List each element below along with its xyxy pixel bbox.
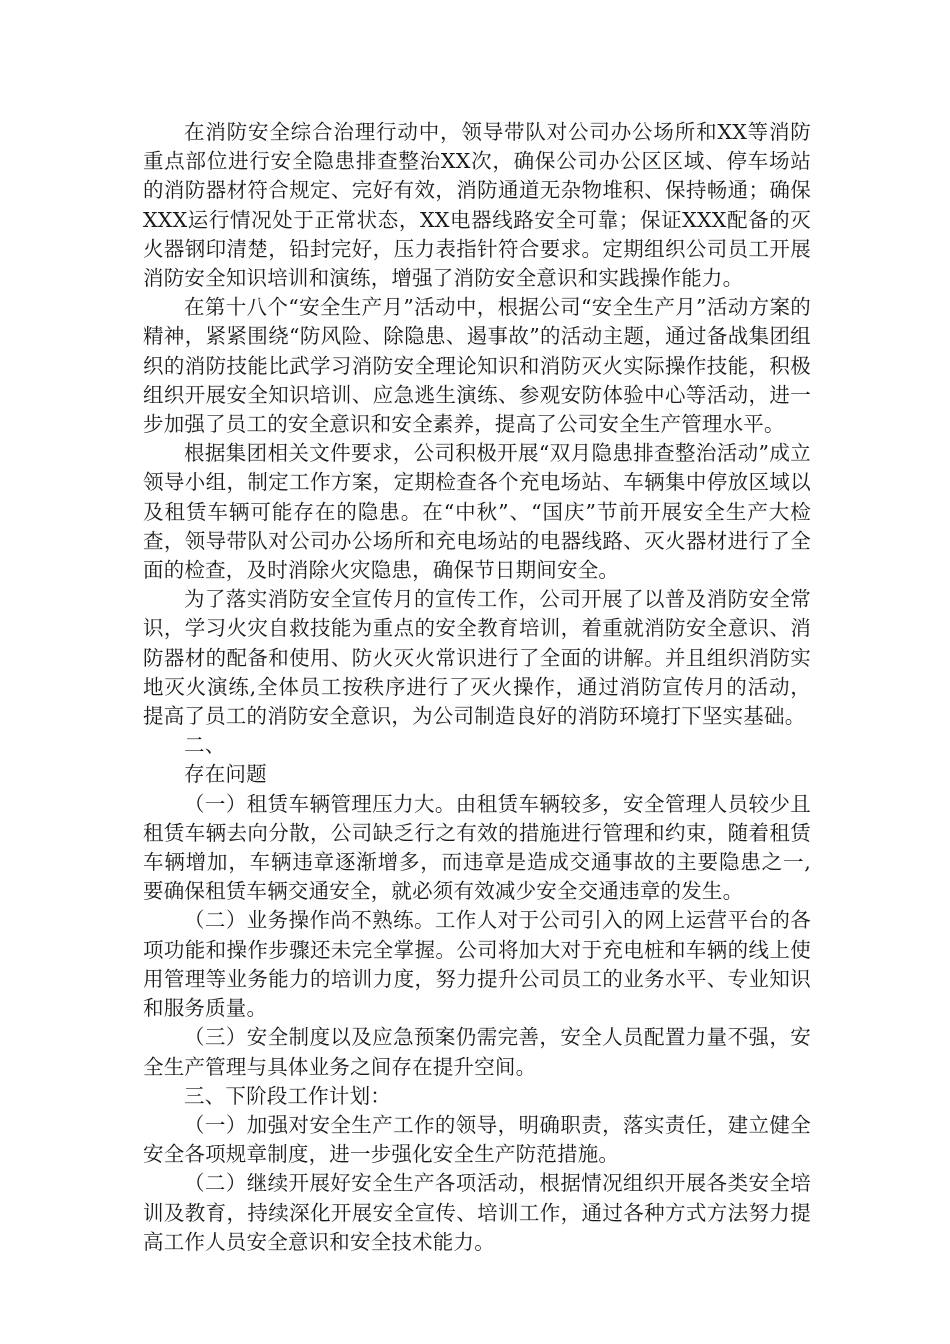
plan-item-1: （一）加强对安全生产工作的领导，明确职责，落实责任，建立健全安全各项规章制度，进一步强化安全生产防范措施。 [143, 1112, 811, 1167]
problem-item-3: （三）安全制度以及应急预案仍需完善，安全人员配置力量不强，安全生产管理与具体业务之间存在提升空间。 [143, 1025, 811, 1079]
problem-item-2: （二）业务操作尚不熟练。工作人对于公司引入的网上运营平台的各项功能和操作步骤还未完全掌握。公司将加大对于充电桩和车辆的线上使用管理等业务能力的培训力度，努力提升公司员工的业务水平、专业知识和服务质量。 [143, 908, 811, 1021]
paragraph-fire-publicity-month: 为了落实消防安全宣传月的宣传工作，公司开展了以普及消防安全常识，学习火灾自救技能为重点的安全教育培训，着重就消防安全意识、消防器材的配备和使用、防火灭火常识进行了全面的讲解。并且组织消防实地灭火演练,全体员工按秩序进行了灭火操作，通过消防宣传月的活动，提高了员工的消防安全意识，为公司制造良好的消防环境打下坚实基础。 [143, 587, 811, 729]
paragraph-fire-safety-governance: 在消防安全综合治理行动中，领导带队对公司办公场所和XX等消防重点部位进行安全隐患排查整治XX次，确保公司办公区区域、停车场站的消防器材符合规定、完好有效，消防通道无杂物堆积、保持畅通；确保XXX运行情况处于正常状态，XX电器线路安全可靠；保证XXX配备的灭火器钢印清楚，铅封完好，压力表指针符合要求。定期组织公司员工开展消防安全知识培训和演练，增强了消防安全意识和实践操作能力。 [143, 120, 811, 291]
section-2-title: 存在问题 [184, 762, 267, 787]
document-body [143, 118, 811, 1257]
paragraph-hazard-inspection: 根据集团相关文件要求，公司积极开展“双月隐患排查整治活动”成立领导小组，制定工作方案，定期检查各个充电场站、车辆集中停放区域以及租赁车辆可能存在的隐患。在“中秋”、“国庆”节前开展安全生产大检查，领导带队对公司办公场所和充电场站的电器线路、灭火器材进行了全面的检查，及时消除火灾隐患，确保节日期间安全。 [143, 441, 811, 583]
section-2-number: 二、 [184, 733, 226, 758]
section-3-title: 三、下阶段工作计划： [184, 1083, 391, 1108]
paragraph-safety-month: 在第十八个“安全生产月”活动中，根据公司“安全生产月”活动方案的精神，紧紧围绕“防风险、除隐患、遏事故”的活动主题，通过备战集团组织的消防技能比武学习消防安全理论知识和消防灭火实际操作技能，积极组织开展安全知识培训、应急逃生演练、参观安防体验中心等活动，进一步加强了员工的安全意识和安全素养，提高了公司安全生产管理水平。 [143, 295, 811, 437]
plan-item-2: （二）继续开展好安全生产各项活动，根据情况组织开展各类安全培训及教育，持续深化开展安全宣传、培训工作，通过各种方式方法努力提高工作人员安全意识和安全技术能力。 [143, 1171, 811, 1254]
problem-item-1: （一）租赁车辆管理压力大。由租赁车辆较多，安全管理人员较少且租赁车辆去向分散，公司缺乏行之有效的措施进行管理和约束，随着租赁车辆增加，车辆违章逐渐增多，而违章是造成交通事故的主要隐患之一,要确保租赁车辆交通安全，就必须有效减少安全交通违章的发生。 [143, 791, 811, 904]
